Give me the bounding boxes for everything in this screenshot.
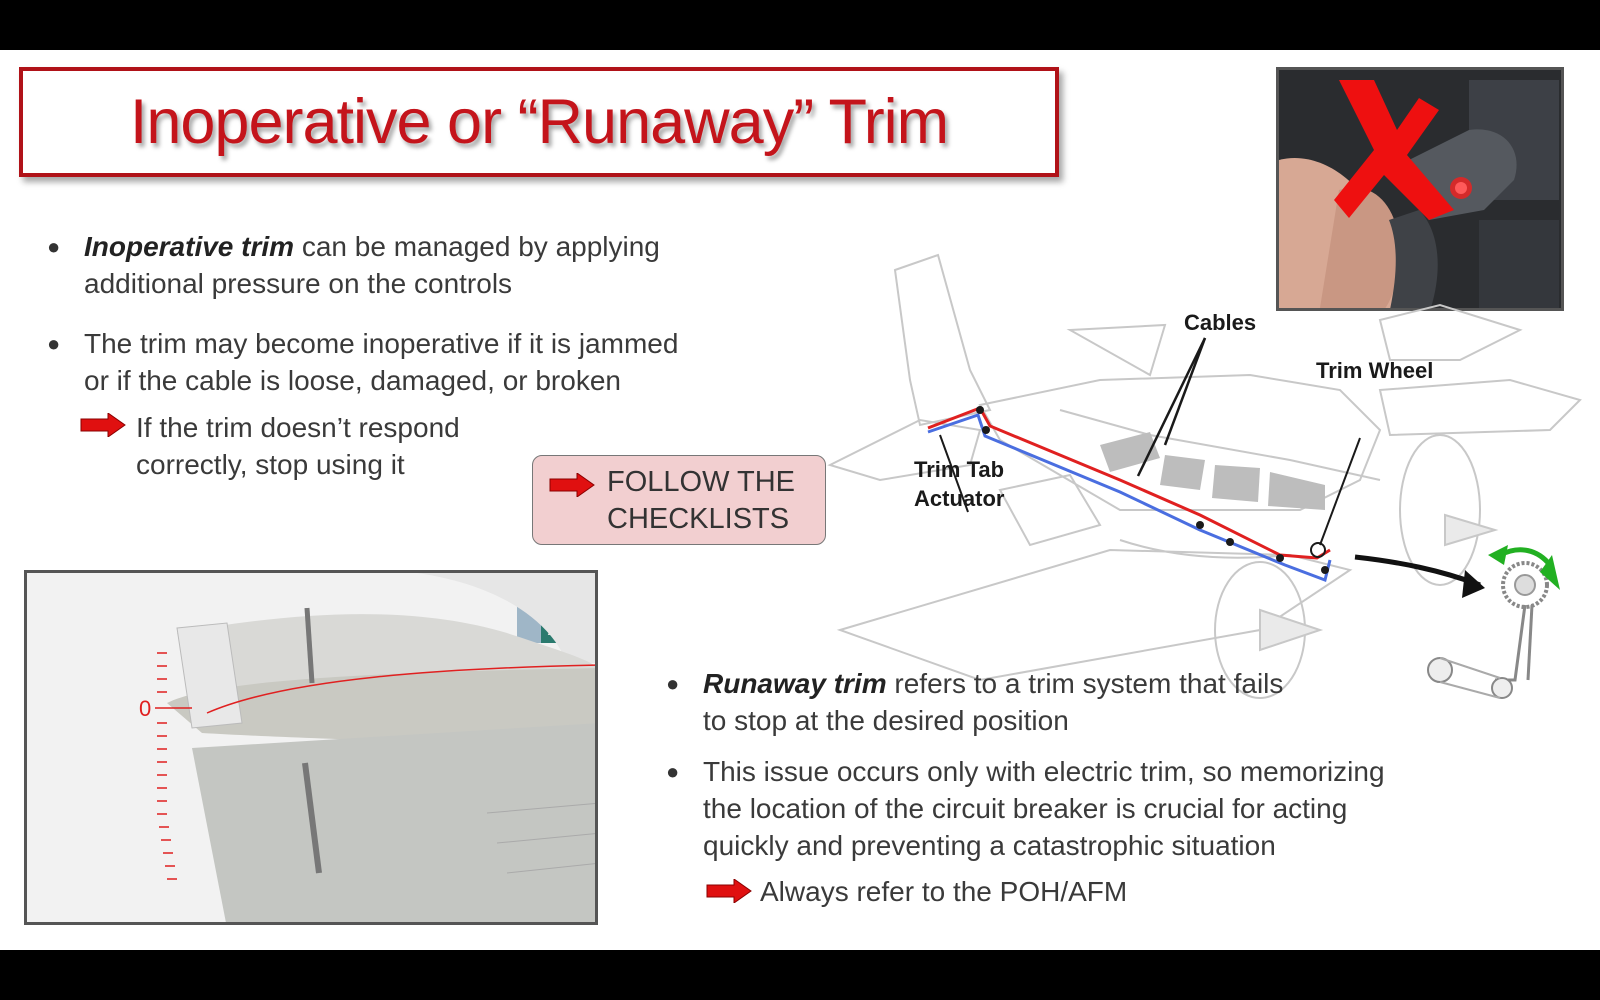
bullet-text: additional pressure on the controls: [84, 268, 513, 299]
slide: [0, 50, 1600, 950]
bullet-jammed: [47, 325, 679, 399]
tick-zero-label: 0: [139, 696, 152, 721]
trim-tab-photo: [24, 570, 598, 925]
bullet-inoperative: [47, 228, 660, 302]
red-arrow-icon: [549, 473, 595, 497]
bullet-dot: ●: [666, 671, 680, 696]
label-line: Actuator: [914, 486, 1005, 511]
stabilizer-image: [27, 573, 598, 925]
checklist-text: [607, 464, 795, 538]
title-box: [19, 67, 1059, 177]
bullet-dot: ●: [666, 759, 680, 784]
bullet-text: This issue occurs only with electric trim, so memorizing: [703, 756, 1385, 787]
bullet-text: refers to a trim system that fails: [886, 668, 1284, 699]
pointer-trim-wheel: [1320, 438, 1360, 545]
bullet-dot: ●: [47, 234, 61, 259]
red-arrow-icon: [80, 413, 126, 437]
pointer-cables-2: [1138, 338, 1205, 476]
bullet-text: The trim may become inoperative if it is jammed: [84, 328, 679, 359]
bullet-text: or if the cable is loose, damaged, or broken: [84, 365, 621, 396]
trim-wheel-marker: [1311, 543, 1325, 557]
bullet-emphasis: Runaway trim: [703, 668, 887, 699]
right-note: Always refer to the POH/AFM: [760, 876, 1128, 907]
bullet-electric: [666, 753, 1385, 864]
note-text: correctly, stop using it: [136, 449, 405, 480]
trim-wheel-detail: [1428, 545, 1560, 698]
red-arrow-icon: [706, 879, 752, 903]
label-trim-tab-actuator: [914, 455, 1004, 513]
note-text: If the trim doesn’t respond: [136, 412, 460, 443]
slide-title: Inoperative or “Runaway” Trim: [129, 87, 949, 157]
bullet-runaway: [666, 665, 1284, 739]
checklist-callout: [532, 455, 826, 545]
pointer-cables-1: [1165, 338, 1205, 445]
bullet-text: the location of the circuit breaker is crucial for acting: [703, 793, 1348, 824]
label-cables: Cables: [1184, 310, 1257, 335]
bullet-dot: ●: [47, 331, 61, 356]
bullet-text: can be managed by applying: [294, 231, 660, 262]
bullet-text: quickly and preventing a catastrophic situation: [703, 830, 1276, 861]
checklist-line: CHECKLISTS: [607, 503, 790, 535]
label-line: Trim Tab: [914, 457, 1005, 482]
left-note: [136, 409, 460, 483]
label-trim-wheel: Trim Wheel: [1316, 358, 1434, 383]
bullet-text: to stop at the desired position: [703, 705, 1069, 736]
checklist-line: FOLLOW THE: [607, 466, 795, 498]
bullet-emphasis: Inoperative trim: [84, 231, 295, 262]
arrow-head: [1462, 570, 1485, 598]
